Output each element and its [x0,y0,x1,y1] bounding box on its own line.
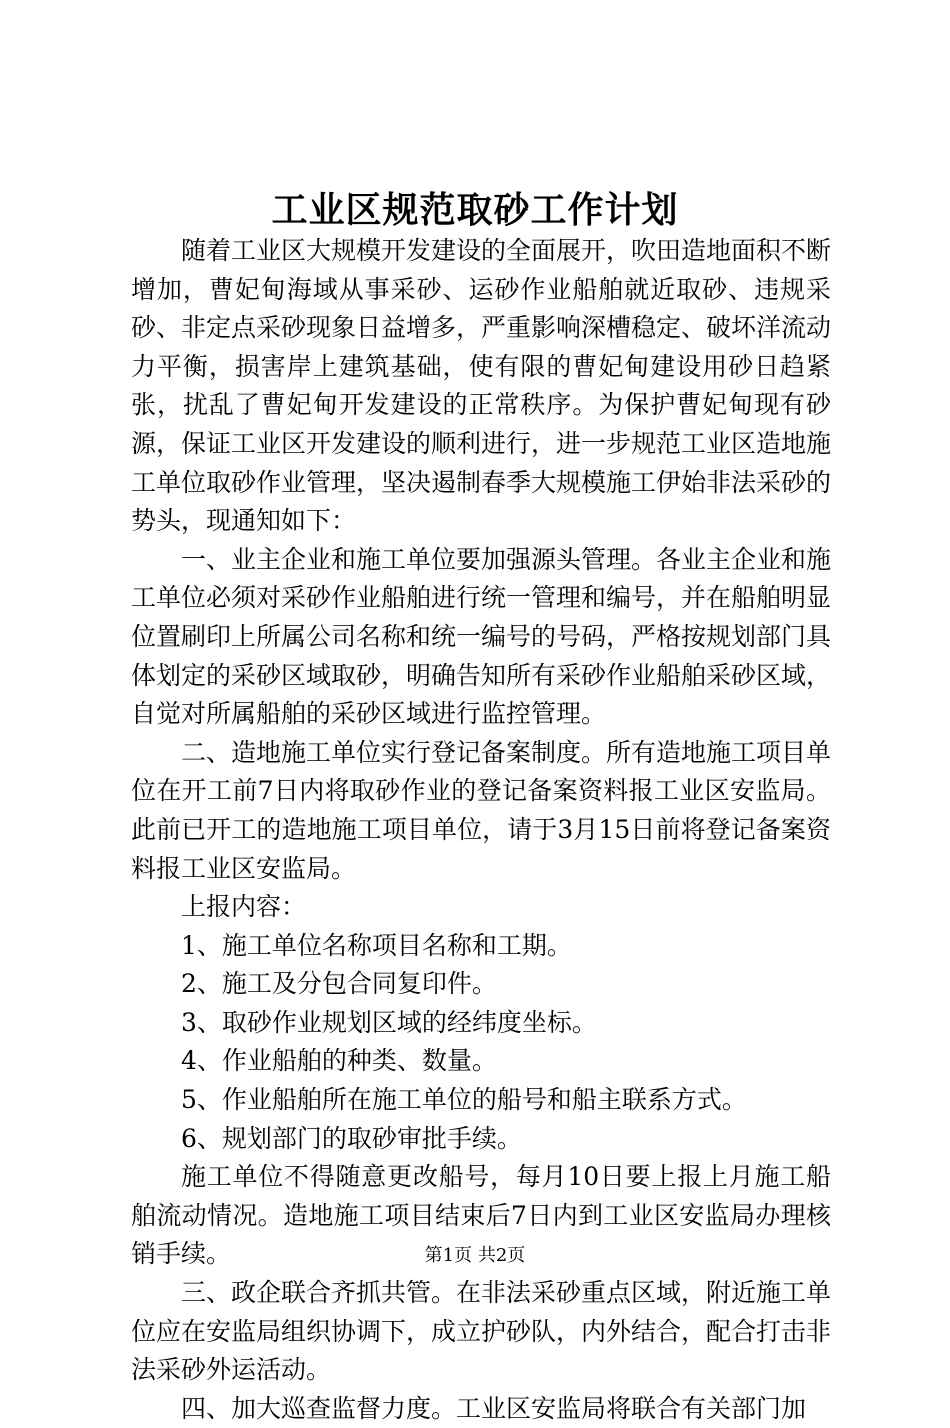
document-title: 工业区规范取砂工作计划 [271,189,679,231]
list-item-1: 1、施工单位名称项目名称和工期。 [181,930,572,960]
list-item-3: 3、取砂作业规划区域的经纬度坐标。 [181,1007,597,1037]
paragraph-section-2: 二、造地施工单位实行登记备案制度。所有造地施工项目单位在开工前7日内将取砂作业的登记备案资料报工业区安监局。此前已开工的造地施工项目单位，请于3月15日前将登记备案资料报工业区安监局。 [131,737,832,883]
paragraph-intro: 随着工业区大规模开发建设的全面展开，吹田造地面积不断增加，曹妃甸海域从事采砂、运砂作业船舶就近取砂、违规采砂、非定点采砂现象日益增多，严重影响深槽稳定、破坏洋流动力平衡，损害岸上建筑基础，使有限的曹妃甸建设用砂日趋紧张，扰乱了曹妃甸开发建设的正常秩序。为保护曹妃甸现有砂源，保证工业区开发建设的顺利进行，进一步规范工业区造地施工单位取砂作业管理，坚决遏制春季大规模施工伊始非法采砂的势头，现通知如下： [131,236,832,536]
page-footer: 第1页 共2页 [424,1245,526,1266]
paragraph-report-heading: 上报内容： [181,892,307,922]
list-item-4: 4、作业船舶的种类、数量。 [181,1046,497,1076]
paragraph-section-4: 四、加大巡查监督力度。工业区安监局将联合有关部门加 [181,1393,807,1423]
list-item-5: 5、作业船舶所在施工单位的船号和船主联系方式。 [181,1085,747,1115]
paragraph-ship-number: 施工单位不得随意更改船号，每月10日要上报上月施工船舶流动情况。造地施工项目结束后7日内到工业区安监局办理核销手续。 [131,1162,831,1269]
list-item-2: 2、施工及分包合同复印件。 [181,969,497,999]
paragraph-section-1: 一、业主企业和施工单位要加强源头管理。各业主企业和施工单位必须对采砂作业船舶进行统一管理和编号，并在船舶明显位置刷印上所属公司名称和统一编号的号码，严格按规划部门具体划定的采砂区域取砂，明确告知所有采砂作业船舶采砂区域，自觉对所属船舶的采砂区域进行监控管理。 [131,544,832,729]
paragraph-section-3: 三、政企联合齐抓共管。在非法采砂重点区域，附近施工单位应在安监局组织协调下，成立护砂队，内外结合，配合打击非法采砂外运活动。 [131,1278,832,1385]
list-item-6: 6、规划部门的取砂审批手续。 [181,1123,522,1153]
